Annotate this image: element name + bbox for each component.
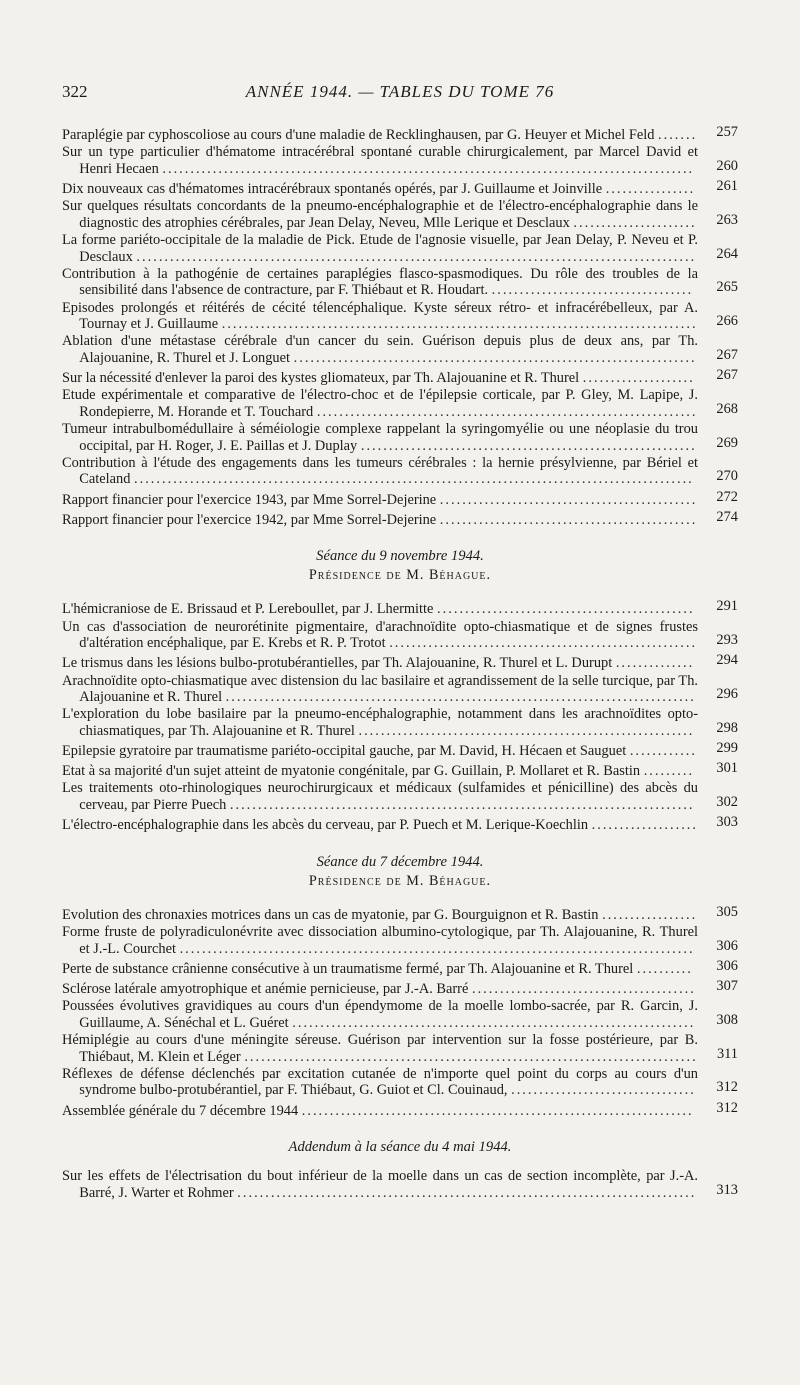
entry-title: Etude expérimentale et comparative de l'électro-choc et de l'épilepsie corticale, par P. Gley, M. Lapipe, J. Rondepierre, M. Horande et T. Touchard .................................................................... (62, 387, 698, 420)
toc-entry (62, 1032, 738, 1065)
entry-page-number: 313 (716, 1181, 738, 1198)
leader-dots: .................... (582, 370, 695, 387)
entry-title: L'hémicraniose de E. Brissaud et P. Lereboullet, par J. Lhermitte .............................................. (62, 601, 695, 618)
table-of-contents (62, 124, 738, 1201)
entry-title: Sur un type particulier d'hématome intracérébral spontané curable chirurgicalement, par Marcel David et Henri Hecaen ............................................................................................... (62, 144, 698, 177)
entry-title: Epilepsie gyratoire par traumatisme pariéto-occipital gauche, par M. David, H. Hécaen et Sauguet ............ (62, 743, 697, 760)
entry-title: L'exploration du lobe basilaire par la pneumo-encéphalographie, notamment dans les arachnoïdites opto-chiasmatiques, par Th. Alajouanine et R. Thurel ............................................................ (62, 706, 698, 739)
entry-title: Perte de substance crânienne consécutive à un traumatisme fermé, par Th. Alajouanine et R. Thurel .......... (62, 960, 693, 977)
toc-entry (62, 924, 738, 957)
entry-page-number: 270 (716, 468, 738, 485)
toc-entry (62, 367, 738, 387)
entry-page-number: 302 (716, 794, 738, 811)
entry-page-number: 306 (716, 937, 738, 954)
entry-title: Le trismus dans les lésions bulbo-protubérantielles, par Th. Alajouanine, R. Thurel et L. Durupt .............. (62, 655, 695, 672)
leader-dots: ....................................................... (389, 635, 698, 652)
entry-title: Poussées évolutives gravidiques au cours d'un épendymome de la moelle lombo-sacrée, par R. Garcin, J. Guillaume, A. Sénéchal et L. Guéret ........................................................................ (62, 998, 698, 1031)
entry-page-number: 294 (716, 652, 738, 669)
toc-entry (62, 421, 738, 454)
entry-page-number: 312 (716, 1099, 738, 1116)
entry-page-number: 269 (716, 434, 738, 451)
leader-dots: .................................................................................................... (136, 248, 697, 265)
entry-title: Rapport financier pour l'exercice 1942, par Mme Sorrel-Dejerine .............................................. (62, 511, 698, 528)
entry-title: Contribution à la pathogénie de certaines paraplégies flasco-spasmodiques. Du rôle des troubles de la sensibilité dans l'absence de contracture, par F. Thiébaut et R. Houdart. .................................... (62, 265, 698, 299)
entry-title: Réflexes de défense déclenchés par excitation cutanée de n'importe quel point du corps au cours d'un syndrome bulbo-protubérantiel, par F. Thiébaut, G. Guiot et Cl. Couinaud, ................................. (62, 1065, 698, 1099)
entry-title: Evolution des chronaxies motrices dans un cas de myatonie, par G. Bourguignon et R. Bastin ................. (62, 906, 698, 923)
leader-dots: .................................................................................................... (134, 471, 694, 488)
toc-entry (62, 598, 738, 618)
toc-entry (62, 780, 738, 813)
toc-entry (62, 740, 738, 760)
entry-page-number: 266 (716, 313, 738, 330)
entry-page-number: 299 (716, 740, 738, 757)
entry-page-number: 264 (716, 245, 738, 262)
leader-dots: ............ (629, 743, 697, 760)
leader-dots: .............................................. (439, 491, 698, 508)
entry-title: Sclérose latérale amyotrophique et anémie pernicieuse, par J.-A. Barré ........................................ (62, 981, 696, 997)
entry-title: Dix nouveaux cas d'hématomes intracérébraux spontanés opérés, par J. Guillaume et Joinville ................ (62, 180, 696, 197)
entry-page-number: 260 (716, 157, 738, 174)
entry-title: Assemblée générale du 7 décembre 1944 ...................................................................... (62, 1102, 694, 1119)
entry-title: Etat à sa majorité d'un sujet atteint de myatonie congénitale, par G. Guillain, P. Mollaret et R. Bastin ......... (62, 763, 695, 780)
entry-title: Tumeur intrabulbomédullaire à séméiologie complexe rappelant la syringomyélie ou une néoplasie du trou occipital, par H. Roger, J. E. Paillas et J. Duplay ............................................................ (62, 421, 698, 454)
entry-title: Arachnoïdite opto-chiasmatique avec distension du lac basilaire et agrandissement de la selle turcique, par Th. Alajouanine et R. Thurel .................................................................................... (62, 672, 698, 706)
leader-dots: ....... (658, 127, 698, 143)
entry-page-number: 268 (716, 400, 738, 417)
leader-dots: .................................................................... (316, 403, 698, 420)
entry-title: Episodes prolongés et réitérés de cécité télencéphalique. Kyste séreux rétro- et infracérébelleux, par A. Tournay et J. Guillaume ..................................................................................... (62, 299, 698, 333)
toc-entry (62, 489, 738, 509)
entry-title: Sur les effets de l'électrisation du bout inférieur de la moelle dans un cas de section incomplète, par J.-A. Barré, J. Warter et Rohmer .................................................................................. (62, 1168, 698, 1201)
toc-entry (62, 1100, 738, 1120)
entry-page-number: 293 (716, 632, 738, 649)
leader-dots: ............................................................ (360, 437, 697, 454)
entry-title: Sur la nécessité d'enlever la paroi des kystes gliomateux, par Th. Alajouanine et R. Thurel .................... (62, 370, 695, 387)
addendum-heading: Addendum à la séance du 4 mai 1944. (288, 1139, 512, 1156)
entry-page-number: 267 (716, 367, 738, 384)
leader-dots: ................................................................................. (244, 1048, 698, 1065)
toc-entry (62, 904, 738, 924)
leader-dots: ................................. (511, 1082, 696, 1099)
entry-title: La forme pariéto-occipitale de la maladie de Pick. Etude de l'agnosie visuelle, par Jean Delay, P. Neveu et P. Desclaux .................................................................................................... (62, 231, 698, 265)
entry-page-number: 306 (716, 957, 738, 974)
entry-page-number: 263 (716, 211, 738, 228)
entry-page-number: 265 (716, 279, 738, 296)
toc-entry (62, 706, 738, 739)
leader-dots: ........................................................................ (292, 1014, 696, 1031)
entry-page-number: 301 (716, 760, 738, 777)
leader-dots: ...................... (573, 214, 697, 231)
toc-entry (62, 124, 738, 144)
leader-dots: .............. (615, 655, 695, 672)
entry-title: Un cas d'association de neurorétinite pigmentaire, d'arachnoïdite opto-chiasmatique et de signes frustes d'altération encéphalique, par E. Krebs et R. P. Trotot ....................................................... (62, 618, 698, 652)
leader-dots: .................................................................................. (237, 1184, 697, 1201)
entry-page-number: 274 (716, 508, 738, 525)
entry-title: Les traitements oto-rhinologiques neurochirurgicaux et médicaux (sulfamides et pénicilline) des abcès du cerveau, par Pierre Puech ................................................................................... (62, 780, 698, 814)
toc-entry (62, 619, 738, 652)
seance-heading: Séance du 7 décembre 1944. (316, 853, 484, 870)
entry-title: Contribution à l'étude des engagements dans les tumeurs cérébrales : la hernie présylvienne, par Bériel et Cateland .................................................................................................... (62, 454, 698, 488)
entry-title: Ablation d'une métastase cérébrale d'un cancer du sein. Guérison depuis plus de deux ans, par Th. Alajouanine, R. Thurel et J. Longuet ........................................................................ (62, 333, 698, 366)
leader-dots: ............................................................ (358, 722, 695, 739)
entry-page-number: 308 (716, 1011, 738, 1028)
page-number: 322 (62, 82, 88, 101)
leader-dots: ............................................................................................ (179, 940, 695, 957)
toc-entry (62, 198, 738, 231)
toc-entry (62, 998, 738, 1031)
entry-page-number: 257 (716, 124, 738, 140)
entry-title: Forme fruste de polyradiculonévrite avec dissociation albumino-cytologique, par Th. Alajouanine, R. Thurel et J.-L. Courchet ............................................................................................ (62, 924, 698, 957)
toc-entry (62, 814, 738, 834)
toc-entry (62, 333, 738, 366)
leader-dots: ................... (591, 817, 698, 834)
toc-entry (62, 300, 738, 333)
toc-entry (62, 978, 738, 998)
entry-page-number: 311 (716, 1045, 738, 1062)
leader-dots: .............................................. (439, 511, 698, 528)
leader-dots: ............................................................................................... (162, 160, 695, 177)
entry-page-number: 307 (716, 978, 738, 994)
leader-dots: ........................................................................ (293, 349, 697, 366)
running-title: ANNÉE 1944. — TABLES DU TOME 76 (245, 82, 555, 101)
seance-heading: Séance du 9 novembre 1944. (316, 548, 484, 565)
toc-entry (62, 232, 738, 265)
entry-title: Sur quelques résultats concordants de la pneumo-encéphalographie et de l'électro-encéphalographie dans le diagnostic des atrophies cérébrales, par Jean Delay, Neveu, Mlle Lerique et Desclaux ...................... (62, 198, 698, 231)
leader-dots: .............................................. (437, 601, 695, 618)
entry-title: Rapport financier pour l'exercice 1943, par Mme Sorrel-Dejerine .............................................. (62, 491, 698, 508)
toc-entry (62, 1066, 738, 1099)
presidence-heading: Présidence de M. Béhague. (308, 567, 492, 584)
entry-page-number: 291 (716, 598, 738, 615)
leader-dots: .................................................................................... (225, 689, 696, 706)
toc-entry (62, 673, 738, 706)
leader-dots: ..................................................................................... (221, 316, 698, 333)
toc-entry (62, 455, 738, 488)
leader-dots: .................................... (491, 282, 694, 299)
toc-entry (62, 760, 738, 780)
entry-page-number: 261 (716, 177, 738, 194)
leader-dots: ......... (643, 763, 695, 780)
entry-title: Paraplégie par cyphoscoliose au cours d'une maladie de Recklinghausen, par G. Heuyer et Michel Feld ....... (62, 127, 698, 143)
leader-dots: ........................................ (471, 981, 696, 997)
toc-entry (62, 958, 738, 978)
entry-page-number: 267 (716, 346, 738, 363)
toc-entry (62, 178, 738, 198)
toc-entry (62, 1168, 738, 1201)
entry-page-number: 305 (716, 903, 738, 920)
toc-entry (62, 387, 738, 420)
entry-page-number: 272 (716, 488, 738, 505)
entry-page-number: 303 (716, 814, 738, 831)
toc-entry (62, 509, 738, 529)
leader-dots: ................. (602, 906, 698, 923)
running-header (62, 82, 738, 102)
leader-dots: ...................................................................... (301, 1102, 694, 1119)
leader-dots: ................ (605, 180, 696, 197)
leader-dots: ................................................................................... (229, 797, 695, 814)
leader-dots: .......... (636, 960, 693, 977)
entry-title: L'électro-encéphalographie dans les abcès du cerveau, par P. Puech et M. Lerique-Koechlin ................... (62, 817, 698, 834)
toc-entry (62, 144, 738, 177)
presidence-heading: Présidence de M. Béhague. (308, 872, 492, 889)
entry-page-number: 296 (716, 686, 738, 703)
entry-page-number: 298 (716, 719, 738, 736)
entry-page-number: 312 (716, 1079, 738, 1096)
toc-entry (62, 652, 738, 672)
toc-entry (62, 266, 738, 299)
entry-title: Hémiplégie au cours d'une méningite séreuse. Guérison par intervention sur la fosse postérieure, par B. Thiébaut, M. Klein et Léger ................................................................................. (62, 1031, 698, 1065)
